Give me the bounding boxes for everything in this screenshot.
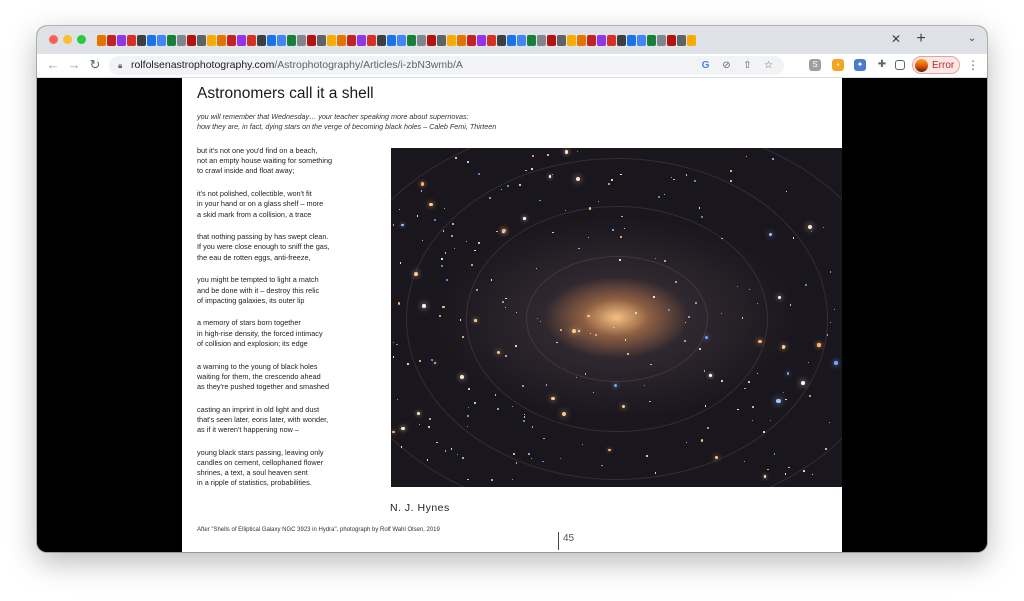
star-point — [757, 373, 758, 374]
star-point — [547, 154, 549, 156]
tab-favicon-icon[interactable] — [537, 35, 546, 46]
star-point — [688, 316, 690, 318]
tab-favicon-icon[interactable] — [487, 35, 496, 46]
window-minimize-button[interactable] — [63, 35, 72, 44]
star-point — [532, 155, 534, 157]
browser-toolbar — [37, 54, 987, 78]
star-point — [419, 360, 421, 362]
star-point — [540, 321, 541, 322]
tab-favicon-icon[interactable] — [437, 35, 446, 46]
extensions-puzzle-icon[interactable]: ✚ — [877, 59, 887, 70]
star-point — [825, 448, 827, 450]
poem-line: shrines, a text, a soul heaven sent — [197, 468, 308, 478]
tab-favicon-icon[interactable] — [647, 35, 656, 46]
poem-line: as if it weren't happening now – — [197, 425, 299, 435]
tab-favicon-icon[interactable] — [287, 35, 296, 46]
tab-favicon-icon[interactable] — [397, 35, 406, 46]
tab-close-icon[interactable]: ✕ — [890, 32, 902, 46]
star-point — [502, 229, 506, 233]
star-point — [539, 200, 541, 202]
star-point — [417, 215, 418, 216]
star-point — [812, 474, 813, 475]
poem-line: a memory of stars born together — [197, 318, 301, 328]
poem-line: young black stars passing, leaving only — [197, 447, 324, 457]
window-close-button[interactable] — [49, 35, 58, 44]
tab-favicon-icon[interactable] — [627, 35, 636, 46]
tab-favicon-icon[interactable] — [227, 35, 236, 46]
tab-favicon-icon[interactable] — [317, 35, 326, 46]
tab-favicon-icon[interactable] — [177, 35, 186, 46]
star-point — [787, 372, 790, 375]
star-point — [501, 189, 502, 190]
poem-stanza — [197, 275, 382, 306]
share-icon[interactable]: ⇧ — [743, 60, 752, 71]
star-point — [451, 235, 453, 237]
lock-icon[interactable]: 🔒︎ — [118, 61, 123, 70]
tab-favicon-icon[interactable] — [427, 35, 436, 46]
poem-line: to crawl inside and float away; — [197, 166, 295, 176]
star-point — [809, 395, 811, 397]
star-point — [429, 418, 431, 420]
star-point — [785, 473, 786, 474]
star-point — [468, 407, 469, 408]
extension-feather-icon[interactable]: ✦ — [854, 59, 866, 71]
poem-line: in a ripple of statistics, probabilities. — [197, 478, 312, 488]
star-point — [650, 364, 651, 365]
poem-line: in your hand or on a glass shelf – more — [197, 199, 324, 209]
page-number: 45 — [563, 533, 575, 544]
star-point — [830, 271, 831, 272]
star-point — [513, 453, 515, 455]
tab-favicon-icon[interactable] — [447, 35, 456, 46]
tab-favicon-icon[interactable] — [417, 35, 426, 46]
star-point — [531, 168, 532, 169]
star-point — [627, 353, 629, 355]
tab-favicon-icon[interactable] — [557, 35, 566, 46]
star-point — [400, 262, 401, 263]
tab-favicon-icon[interactable] — [97, 35, 106, 46]
star-point — [466, 241, 467, 242]
tab-favicon-icon[interactable] — [337, 35, 346, 46]
epigraph — [197, 112, 496, 132]
tab-favicon-icon[interactable] — [377, 35, 386, 46]
star-point — [516, 462, 517, 463]
star-point — [576, 377, 577, 378]
star-point — [474, 319, 477, 322]
poem-stanza — [197, 189, 382, 220]
star-point — [522, 385, 524, 387]
star-point — [560, 329, 562, 331]
star-point — [709, 374, 711, 376]
star-point — [414, 272, 418, 276]
star-point — [467, 161, 469, 163]
star-point — [507, 185, 509, 187]
star-point — [695, 302, 697, 304]
star-point — [635, 312, 637, 314]
star-point — [441, 265, 443, 267]
tab-favicon-icon[interactable] — [367, 35, 376, 46]
poem-line: that nothing passing by has swept clean. — [197, 232, 329, 242]
galaxy-photograph — [391, 148, 842, 487]
star-point — [436, 442, 437, 443]
star-point — [497, 408, 499, 410]
tab-favicon-icon[interactable] — [497, 35, 506, 46]
poem-line: of impacting galaxies, its outer lip — [197, 295, 305, 305]
window-zoom-button[interactable] — [77, 35, 86, 44]
star-point — [546, 384, 547, 385]
page-viewport — [37, 78, 987, 552]
epigraph-attribution: how they are, in fact, dying stars on the verge of becoming black holes – Caleb Femi, — [197, 122, 470, 131]
page-number-rule — [558, 532, 559, 550]
tab-favicon-icon[interactable] — [147, 35, 156, 46]
photo-credit: After "Shells of Elliptical Galaxy NGC 3923 in Hydra", photograph by Rolf Wahl Olsen, 2019 — [197, 527, 440, 533]
star-point — [441, 258, 442, 259]
tab-favicon-icon[interactable] — [467, 35, 476, 46]
star-point — [515, 345, 517, 347]
back-arrow-icon[interactable]: ← — [46, 57, 60, 72]
bookmark-star-icon[interactable]: ☆ — [764, 60, 773, 71]
star-point — [694, 180, 696, 182]
tab-favicon-icon[interactable] — [237, 35, 246, 46]
star-point — [576, 177, 580, 181]
url-path: /Astrophotography/Articles/i-zbN3wmb/A — [274, 59, 463, 71]
star-point — [701, 439, 703, 441]
star-point — [699, 348, 701, 350]
browser-window — [37, 26, 987, 552]
star-point — [393, 356, 395, 358]
tab-favicon-icon[interactable] — [357, 35, 366, 46]
extension-badge-icon[interactable]: ▪ — [832, 59, 844, 71]
star-point — [528, 453, 530, 455]
tab-favicon-icon[interactable] — [667, 35, 676, 46]
star-point — [612, 229, 614, 231]
star-point — [808, 225, 812, 229]
star-point — [462, 457, 463, 458]
star-point — [537, 318, 538, 319]
poem-line: but it's not one you'd find on a beach, — [197, 146, 318, 155]
star-point — [620, 236, 621, 237]
poem-line: candles on cement, cellophaned flower — [197, 457, 324, 467]
star-point — [489, 197, 491, 199]
extension-s-icon[interactable]: S — [809, 59, 821, 71]
poem-line: it's not polished, collectible, won't fit — [197, 189, 312, 199]
epigraph-line-1: you will remember that Wednesday… your teacher speaking more about supernovas: — [197, 112, 469, 121]
tab-favicon-icon[interactable] — [677, 35, 686, 46]
new-tab-button[interactable]: + — [916, 30, 926, 47]
star-point — [491, 479, 493, 481]
star-point — [476, 289, 478, 291]
star-point — [608, 449, 610, 451]
forward-arrow-icon[interactable]: → — [67, 57, 81, 72]
star-point — [471, 264, 473, 266]
star-point — [811, 231, 812, 232]
star-point — [442, 306, 444, 308]
tab-favicon-icon[interactable] — [347, 35, 356, 46]
star-point — [398, 302, 400, 304]
browser-menu-icon[interactable]: ⋮ — [967, 58, 979, 72]
tab-favicon-icon[interactable] — [457, 35, 466, 46]
poem-line: a warning to the young of black holes — [197, 361, 318, 371]
star-point — [578, 248, 579, 249]
poem-stanza — [197, 146, 382, 177]
star-point — [429, 203, 432, 206]
eye-slash-icon[interactable]: ⊘ — [722, 60, 731, 71]
star-point — [653, 296, 654, 297]
tab-strip[interactable] — [97, 32, 887, 49]
address-bar[interactable] — [109, 56, 784, 75]
star-point — [699, 207, 700, 208]
tab-favicon-icon[interactable] — [127, 35, 136, 46]
star-point — [421, 182, 424, 185]
tab-favicon-icon[interactable] — [297, 35, 306, 46]
tab-favicon-icon[interactable] — [507, 35, 516, 46]
tab-favicon-icon[interactable] — [477, 35, 486, 46]
star-point — [454, 248, 455, 249]
tab-favicon-icon[interactable] — [277, 35, 286, 46]
tab-favicon-icon[interactable] — [217, 35, 226, 46]
epigraph-source: Thirteen — [469, 122, 497, 131]
google-lens-icon[interactable]: G — [701, 60, 710, 71]
tab-favicon-icon[interactable] — [527, 35, 536, 46]
star-point — [397, 399, 398, 400]
star-point — [417, 412, 420, 415]
star-point — [462, 336, 464, 338]
star-point — [620, 174, 622, 176]
tab-favicon-icon[interactable] — [657, 35, 666, 46]
tab-favicon-icon[interactable] — [617, 35, 626, 46]
tab-bar — [37, 26, 987, 54]
tab-favicon-icon[interactable] — [137, 35, 146, 46]
star-point — [776, 399, 780, 403]
tab-favicon-icon[interactable] — [517, 35, 526, 46]
star-point — [565, 150, 568, 153]
url-domain: rolfolsenastrophotography.com — [131, 59, 275, 71]
star-point — [817, 343, 820, 346]
star-point — [803, 470, 805, 472]
star-point — [460, 319, 461, 320]
star-point — [478, 173, 480, 175]
tab-search-chevron-icon[interactable]: ⌄ — [967, 33, 977, 44]
star-point — [805, 284, 807, 286]
star-point — [589, 207, 591, 209]
article-page — [182, 78, 842, 552]
tab-favicon-icon[interactable] — [607, 35, 616, 46]
tab-favicon-icon[interactable] — [597, 35, 606, 46]
reload-icon[interactable]: ↻ — [89, 57, 101, 72]
poem-stanza — [197, 362, 382, 393]
star-point — [730, 170, 732, 172]
poem-line: you might be tempted to light a match — [197, 275, 319, 285]
tab-favicon-icon[interactable] — [547, 35, 556, 46]
star-point — [427, 459, 428, 460]
star-point — [834, 361, 837, 364]
poem-line: as they're pushed together and smashed — [197, 381, 330, 391]
tab-favicon-icon[interactable] — [587, 35, 596, 46]
tab-favicon-icon[interactable] — [577, 35, 586, 46]
star-point — [625, 339, 626, 340]
tab-favicon-icon[interactable] — [567, 35, 576, 46]
star-point — [585, 373, 586, 374]
star-point — [619, 259, 620, 260]
tab-favicon-icon[interactable] — [387, 35, 396, 46]
star-point — [446, 279, 448, 281]
poem-body — [197, 146, 382, 501]
star-point — [611, 179, 613, 181]
star-point — [671, 177, 672, 178]
star-point — [790, 304, 792, 306]
star-point — [593, 392, 594, 393]
star-point — [748, 381, 750, 383]
star-point — [505, 298, 507, 300]
star-point — [770, 420, 771, 421]
poem-line: in high-rise density, the forced intimacy — [197, 328, 323, 338]
star-point — [439, 315, 441, 317]
poem-line: a skid mark from a collision, a trace — [197, 209, 312, 219]
galaxy-shell — [391, 148, 842, 487]
tab-favicon-icon[interactable] — [637, 35, 646, 46]
tab-favicon-icon[interactable] — [207, 35, 216, 46]
star-point — [460, 375, 464, 379]
star-point — [827, 334, 828, 335]
epigraph-line-2 — [197, 122, 496, 132]
profile-error-button[interactable] — [912, 56, 960, 74]
poem-line: If you were close enough to sniff the gas, — [197, 242, 330, 252]
star-point — [673, 179, 674, 180]
star-point — [523, 217, 526, 220]
star-point — [772, 158, 774, 160]
poem-line: casting an imprint in old light and dust — [197, 404, 320, 414]
tab-favicon-icon[interactable] — [307, 35, 316, 46]
poem-line: waiting for them, the crescendo ahead — [197, 371, 321, 381]
star-point — [523, 420, 525, 422]
star-point — [774, 453, 775, 454]
tab-favicon-icon[interactable] — [117, 35, 126, 46]
profile-error-label: Error — [932, 60, 955, 71]
tab-favicon-icon[interactable] — [187, 35, 196, 46]
star-point — [675, 281, 677, 283]
star-point — [744, 388, 745, 389]
poem-stanza — [197, 405, 382, 436]
star-point — [572, 329, 576, 333]
page-title: Astronomers call it a shell — [197, 85, 374, 102]
star-point — [422, 304, 426, 308]
poem-line: and be done with it – destroy this relic — [197, 285, 320, 295]
star-point — [707, 427, 709, 429]
tab-favicon-icon[interactable] — [257, 35, 266, 46]
poem-line: of collision and explosion; its edge — [197, 338, 308, 348]
poem-stanza — [197, 448, 382, 489]
profile-avatar — [915, 59, 928, 72]
tab-favicon-icon[interactable] — [107, 35, 116, 46]
tab-favicon-icon[interactable] — [157, 35, 166, 46]
poem-line: the eau de rotten eggs, anti-freeze, — [197, 252, 311, 262]
star-point — [763, 431, 765, 433]
star-point — [551, 397, 555, 401]
star-point — [782, 345, 785, 348]
star-point — [474, 402, 476, 404]
poem-stanza — [197, 232, 382, 263]
tab-favicon-icon[interactable] — [327, 35, 336, 46]
tab-favicon-icon[interactable] — [687, 35, 696, 46]
side-panel-icon[interactable] — [895, 60, 905, 70]
tab-favicon-icon[interactable] — [197, 35, 206, 46]
star-point — [455, 157, 457, 159]
tab-favicon-icon[interactable] — [267, 35, 276, 46]
star-point — [495, 394, 496, 395]
star-point — [497, 351, 500, 354]
star-point — [407, 363, 409, 365]
tab-favicon-icon[interactable] — [247, 35, 256, 46]
tab-favicon-icon[interactable] — [167, 35, 176, 46]
star-point — [524, 414, 525, 415]
poem-line: not an empty house waiting for something — [197, 156, 333, 166]
tab-favicon-icon[interactable] — [407, 35, 416, 46]
poem-stanza — [197, 318, 382, 349]
poem-line: that's seen later, eons later, with wonder, — [197, 414, 329, 424]
url-text[interactable] — [131, 59, 463, 72]
star-point — [452, 223, 454, 225]
poem-author: N. J. Hynes — [390, 502, 450, 514]
